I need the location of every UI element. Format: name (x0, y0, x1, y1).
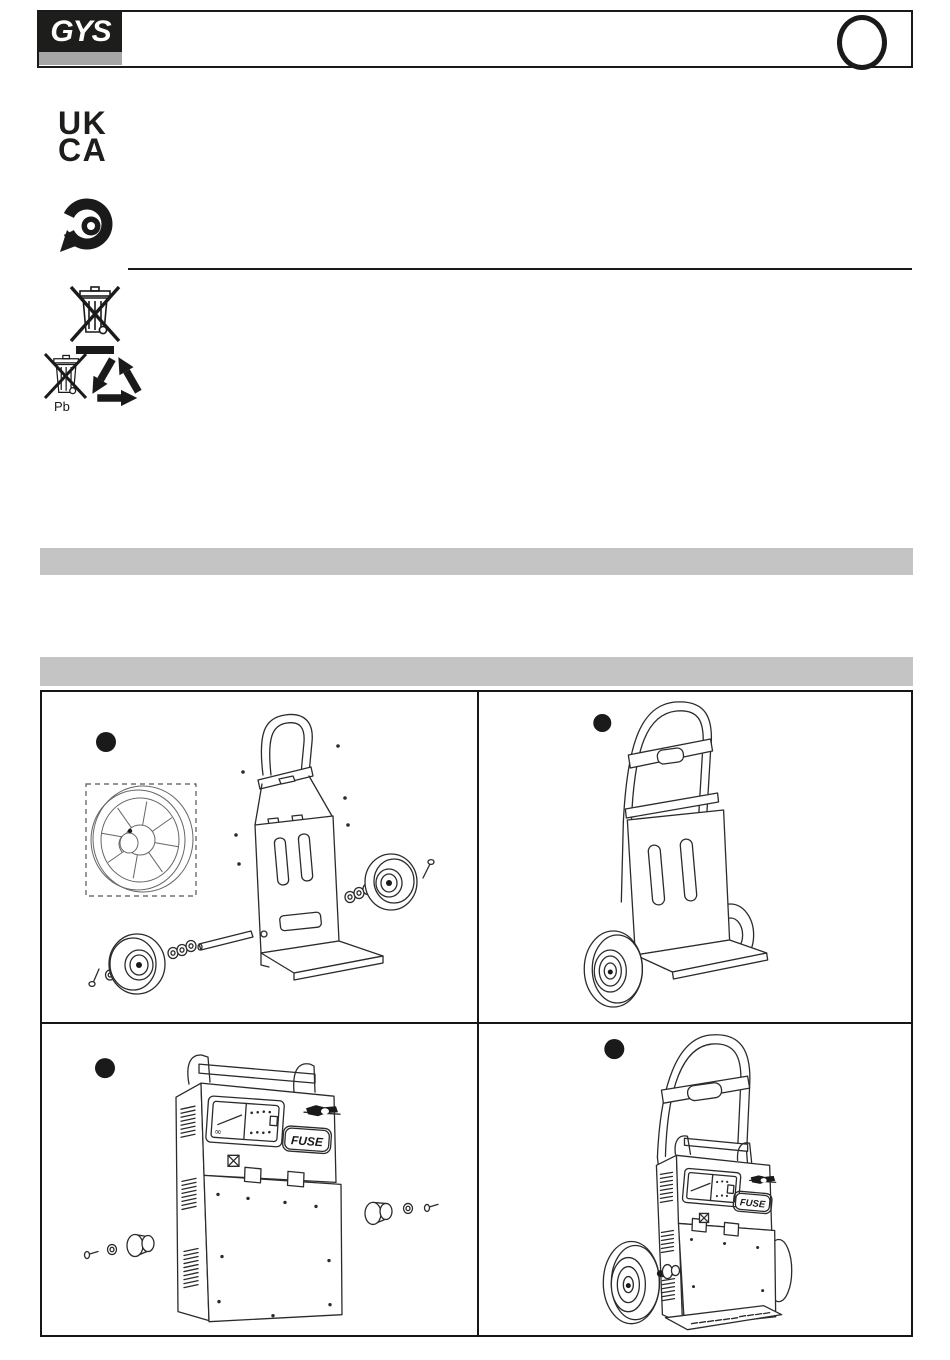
trolley-frame (255, 714, 383, 980)
charger-display (206, 1096, 285, 1147)
assembly-step-4-cell (479, 1024, 911, 1337)
step-2-dot-icon (593, 714, 611, 732)
step-1-illustration (42, 692, 477, 1022)
step-3-illustration (42, 1024, 477, 1337)
trolley-assembled (621, 702, 767, 979)
header-box (37, 10, 913, 68)
wheel-detail-inset (86, 784, 196, 896)
gys-logo (39, 12, 122, 65)
axle-rod (198, 931, 253, 950)
warning-sticker-small (700, 1213, 709, 1222)
assembly-step-3-cell (42, 1024, 479, 1337)
gys-logo-gray-bar (39, 52, 122, 65)
pb-crossed-bin-icon (45, 354, 86, 414)
horizontal-rule (128, 268, 912, 270)
right-mounting-hardware (365, 1202, 438, 1224)
charger-on-trolley (656, 1136, 791, 1330)
empty-ring-icon (837, 15, 887, 70)
step-4-illustration (479, 1024, 911, 1337)
assembly-step-2-cell (479, 692, 911, 1024)
section-bar-2 (40, 657, 913, 686)
fuse-label (282, 1126, 332, 1154)
charger-display-small (682, 1168, 741, 1207)
ukca-mark (58, 105, 108, 168)
left-mounting-hardware (85, 1234, 155, 1258)
gys-logo-text: GYS (50, 15, 111, 48)
mobius-recycling-icon (85, 353, 142, 406)
meter-infinity-label: ∞ (213, 1127, 223, 1138)
assembly-steps-table (40, 690, 913, 1337)
svg-text:FUSE: FUSE (739, 1197, 766, 1211)
step-3-dot-icon (95, 1058, 115, 1078)
charger-unit (176, 1055, 342, 1322)
ukca-line2: CA (58, 132, 108, 168)
weee-crossed-bin-icon (68, 284, 122, 356)
wing-knob-small (750, 1175, 776, 1184)
assembly-step-1-cell (42, 692, 479, 1024)
left-wheel-exploded (89, 934, 196, 994)
step-2-illustration (479, 692, 911, 1022)
right-wheel-exploded (345, 854, 434, 910)
warning-sticker (228, 1155, 239, 1166)
section-bar-1 (40, 548, 913, 575)
battery-recycling-icons (42, 352, 142, 416)
cmim-mark-icon (60, 198, 118, 262)
pb-label: Pb (54, 399, 70, 414)
svg-text:FUSE: FUSE (290, 1133, 324, 1150)
ukca-line1: UK (58, 105, 108, 141)
step-1-dot-icon (96, 732, 116, 752)
gys-logo-black-field (39, 12, 122, 52)
step-4-dot-icon (604, 1039, 624, 1059)
trolley-left-wheel (584, 931, 642, 1007)
